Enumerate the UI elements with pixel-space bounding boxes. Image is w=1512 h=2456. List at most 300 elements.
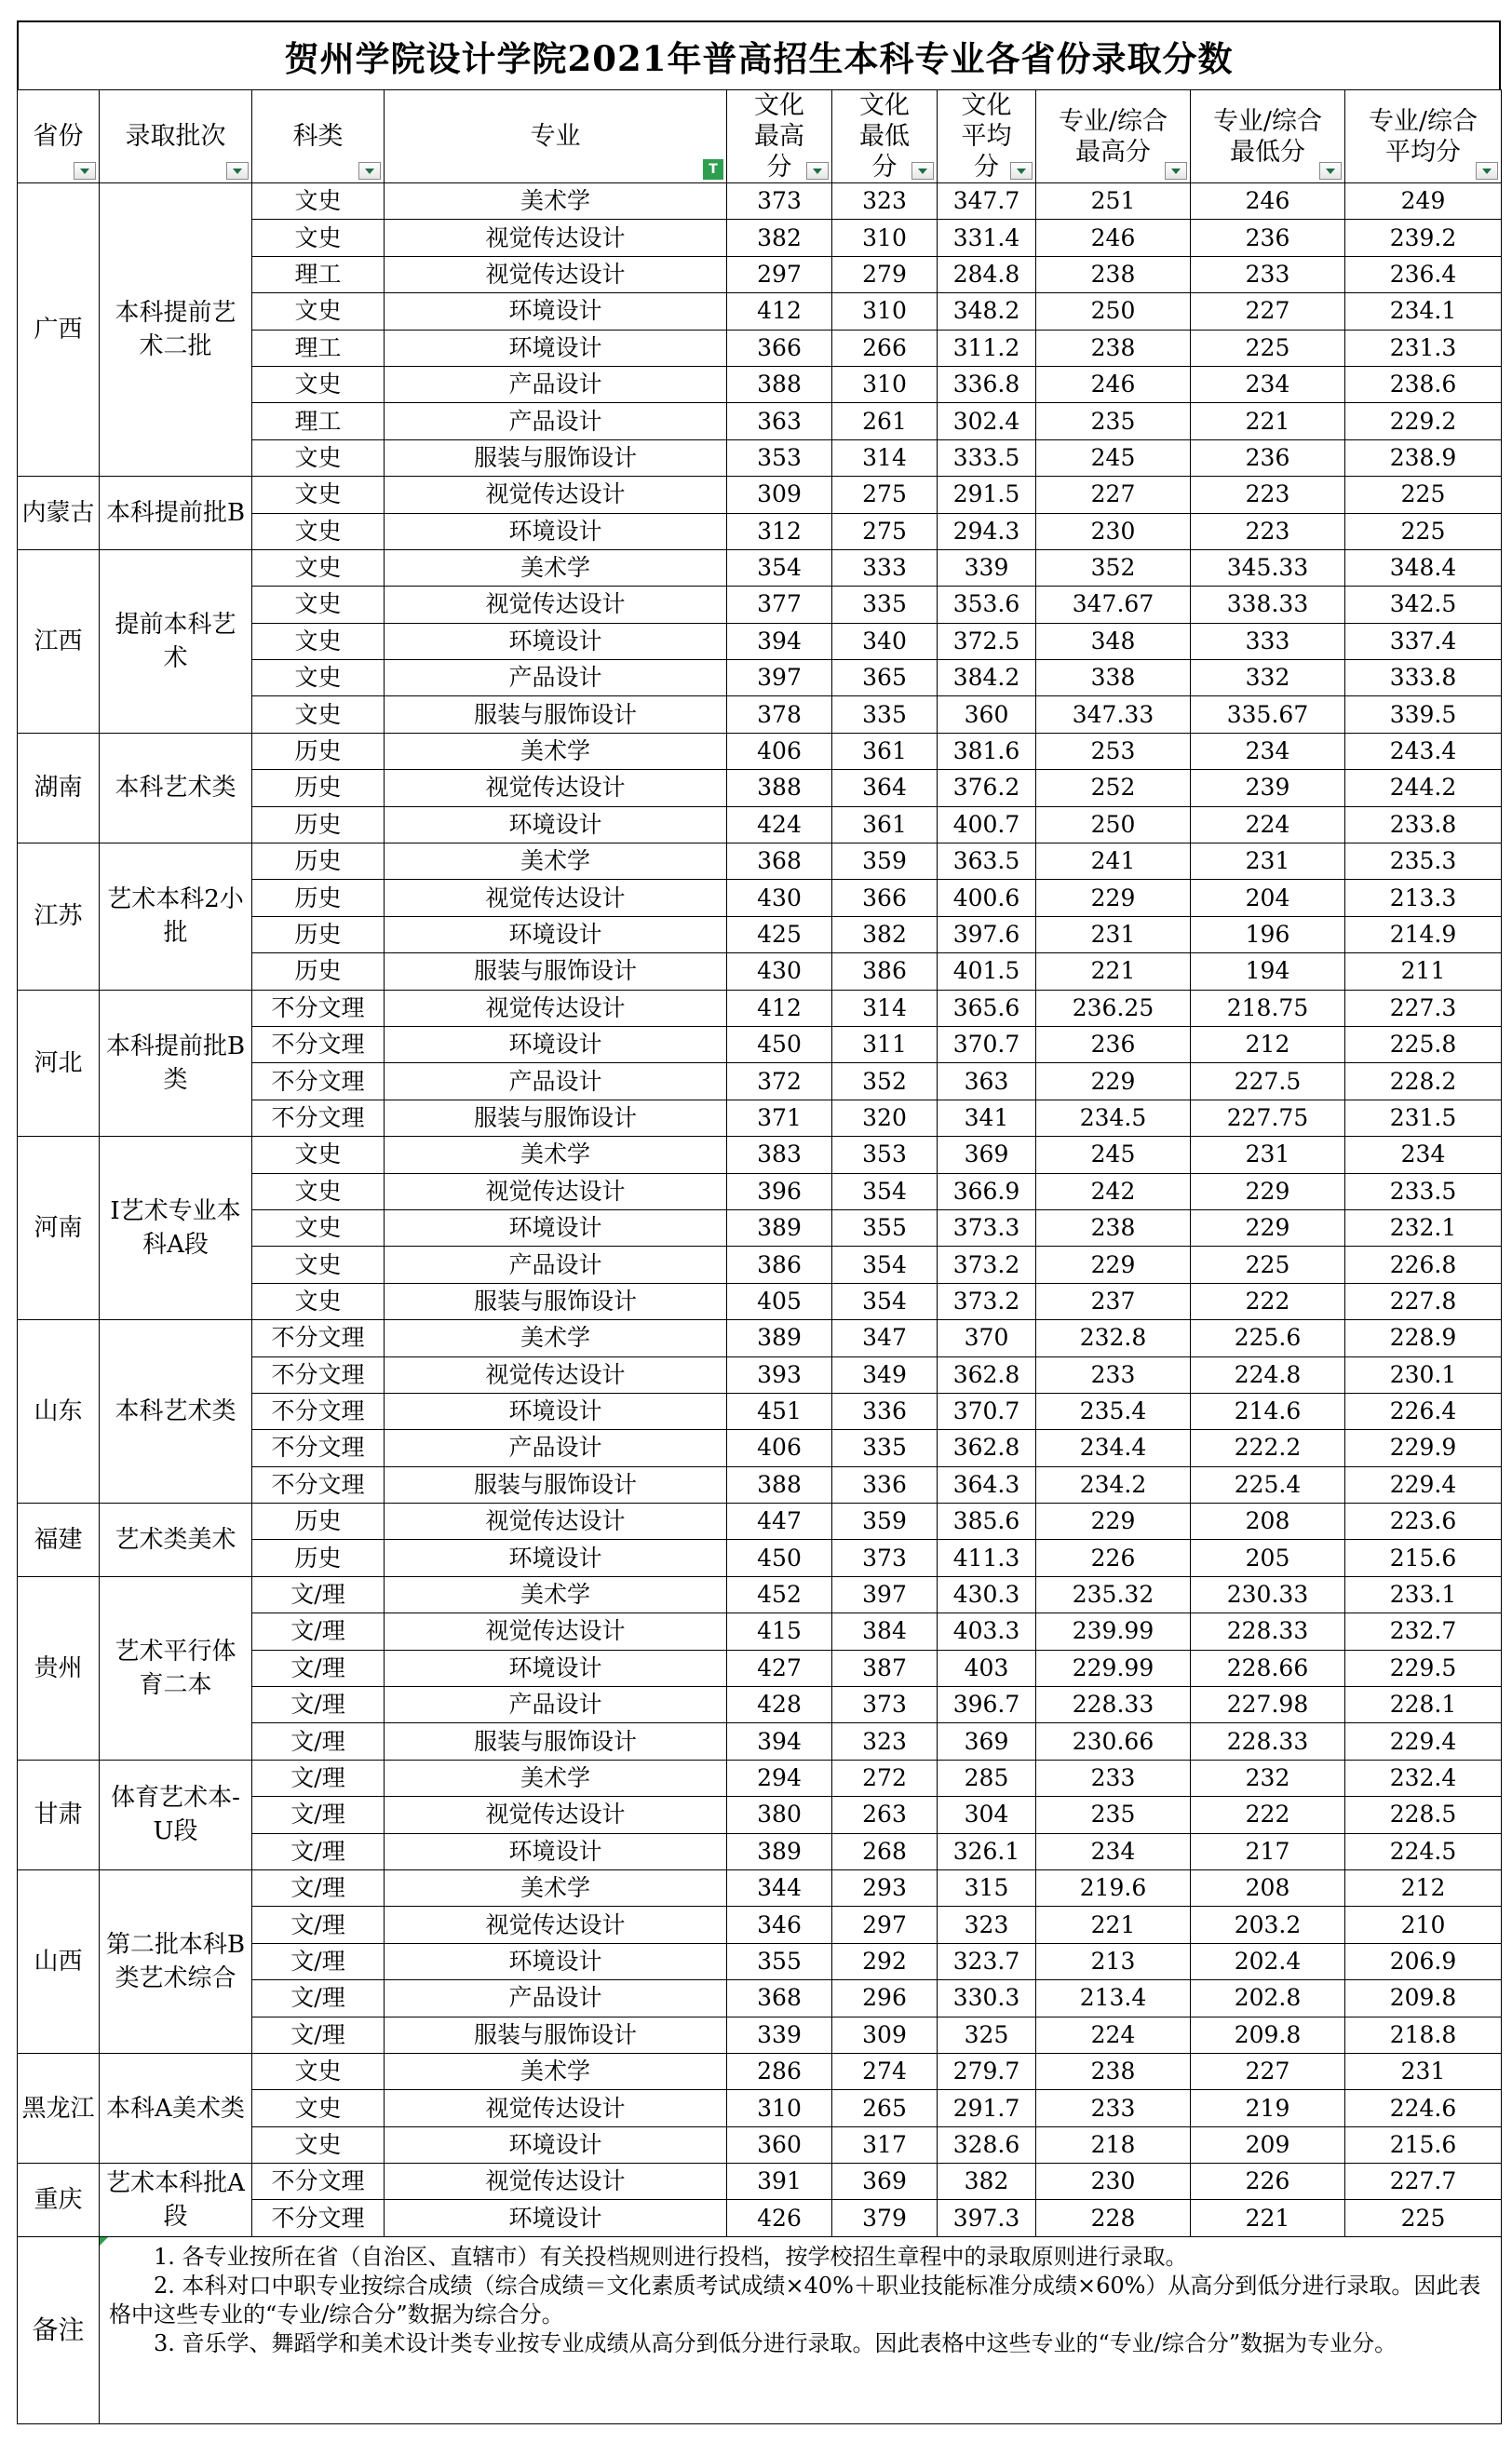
major-cell: 环境设计 [385,1943,727,1979]
note-line: 1. 各专业按所在省（自治区、直辖市）有关投档规则进行投档，按学校招生章程中的录取原则进行录取。 [154,2243,1188,2270]
culture-max-cell: 286 [727,2053,832,2089]
header-row [18,90,1502,183]
major-cell: 服装与服饰设计 [385,439,727,476]
culture-min-cell: 397 [832,1576,938,1613]
major-avg-cell: 232.7 [1345,1613,1502,1650]
major-min-cell: 212 [1191,1026,1345,1062]
category-cell: 文/理 [252,1797,385,1833]
category-cell: 文史 [252,1173,385,1209]
major-min-cell: 196 [1191,916,1345,952]
culture-min-cell: 275 [832,477,938,513]
culture-avg-cell: 372.5 [938,623,1036,659]
culture-max-cell: 363 [727,403,832,439]
major-max-cell: 235 [1036,403,1191,439]
major-min-cell: 209.8 [1191,2017,1345,2053]
major-min-cell: 333 [1191,623,1345,659]
major-max-cell: 221 [1036,953,1191,990]
filter-dropdown-icon[interactable] [1319,162,1342,180]
table-row [18,1320,1502,1356]
column-header [1036,90,1191,183]
culture-avg-cell: 339 [938,549,1036,586]
culture-avg-cell: 430.3 [938,1576,1036,1613]
category-cell: 不分文理 [252,2200,385,2236]
major-avg-cell: 234 [1345,1137,1502,1173]
major-cell: 环境设计 [385,806,727,843]
culture-avg-cell: 370 [938,1320,1036,1356]
major-cell: 服装与服饰设计 [385,953,727,990]
culture-avg-cell: 381.6 [938,733,1036,769]
culture-min-cell: 333 [832,549,938,586]
culture-avg-cell: 331.4 [938,220,1036,256]
major-avg-cell: 233.1 [1345,1576,1502,1613]
culture-max-cell: 394 [727,1723,832,1760]
major-max-cell: 234 [1036,1833,1191,1869]
major-avg-cell: 229.4 [1345,1466,1502,1503]
culture-avg-cell: 403 [938,1650,1036,1686]
culture-avg-cell: 302.4 [938,403,1036,439]
culture-min-cell: 297 [832,1907,938,1943]
column-header-label: 专业/综合平均分 [1368,106,1478,167]
culture-min-cell: 323 [832,183,938,220]
table-row [18,1504,1502,1540]
major-max-cell: 250 [1036,293,1191,330]
category-cell: 不分文理 [252,2164,385,2200]
note-line: 3. 音乐学、舞蹈学和美术设计类专业按专业成绩从高分到低分进行录取。因此表格中这些专业的“专业/综合分”数据为专业分。 [154,2329,1397,2356]
major-cell: 视觉传达设计 [385,1797,727,1833]
major-avg-cell: 215.6 [1345,1540,1502,1576]
major-min-cell: 338.33 [1191,587,1345,623]
major-max-cell: 219.6 [1036,1869,1191,1906]
culture-avg-cell: 373.3 [938,1209,1036,1246]
culture-min-cell: 352 [832,1063,938,1100]
column-header-label: 省份 [33,122,84,151]
major-max-cell: 221 [1036,1907,1191,1943]
major-avg-cell: 224.5 [1345,1833,1502,1869]
major-avg-cell: 333.8 [1345,660,1502,696]
culture-min-cell: 320 [832,1100,938,1136]
major-min-cell: 205 [1191,1540,1345,1576]
major-max-cell: 234.2 [1036,1466,1191,1503]
major-avg-cell: 233.8 [1345,806,1502,843]
province-cell: 黑龙江 [18,2053,100,2163]
batch-cell: 体育艺术本-U段 [100,1760,252,1869]
major-cell: 美术学 [385,183,727,220]
table-row [18,183,1502,220]
culture-max-cell: 426 [727,2200,832,2236]
major-cell: 环境设计 [385,2200,727,2236]
major-min-cell: 214.6 [1191,1393,1345,1429]
culture-avg-cell: 397.3 [938,2200,1036,2236]
major-max-cell: 239.99 [1036,1613,1191,1650]
major-min-cell: 224.8 [1191,1356,1345,1393]
major-avg-cell: 210 [1345,1907,1502,1943]
province-cell: 甘肃 [18,1760,100,1869]
major-cell: 视觉传达设计 [385,2164,727,2200]
major-max-cell: 236 [1036,1026,1191,1062]
category-cell: 不分文理 [252,1466,385,1503]
culture-avg-cell: 325 [938,2017,1036,2053]
culture-avg-cell: 304 [938,1797,1036,1833]
major-min-cell: 219 [1191,2090,1345,2126]
major-cell: 视觉传达设计 [385,1173,727,1209]
batch-cell: 艺术类美术 [100,1504,252,1577]
category-cell: 文/理 [252,1760,385,1796]
column-header [832,90,938,183]
batch-cell: 本科艺术类 [100,1320,252,1504]
culture-max-cell: 383 [727,1137,832,1173]
major-max-cell: 338 [1036,660,1191,696]
major-avg-cell: 225.8 [1345,1026,1502,1062]
category-cell: 历史 [252,1504,385,1540]
culture-min-cell: 359 [832,1504,938,1540]
note-line: 2. 本科对口中职专业按综合成绩（综合成绩＝文化素质考试成绩×40%＋职业技能标准分成绩×60%）从高分到低分进行录取。因此表格中这些专业的“专业/综合分”数据为综合分。 [109,2272,1481,2328]
major-max-cell: 348 [1036,623,1191,659]
major-min-cell: 224 [1191,806,1345,843]
culture-min-cell: 349 [832,1356,938,1393]
culture-avg-cell: 401.5 [938,953,1036,990]
category-cell: 文/理 [252,1943,385,1979]
major-min-cell: 225 [1191,1247,1345,1283]
culture-avg-cell: 400.6 [938,880,1036,916]
major-min-cell: 221 [1191,2200,1345,2236]
culture-avg-cell: 311.2 [938,330,1036,366]
major-avg-cell: 224.6 [1345,2090,1502,2126]
category-cell: 文史 [252,293,385,330]
major-max-cell: 245 [1036,1137,1191,1173]
culture-min-cell: 274 [832,2053,938,2089]
major-cell: 视觉传达设计 [385,220,727,256]
batch-cell: 艺术本科批A段 [100,2164,252,2237]
category-cell: 文史 [252,549,385,586]
category-cell: 不分文理 [252,1063,385,1100]
column-header-label: 专业/综合最低分 [1212,106,1323,167]
major-max-cell: 235 [1036,1797,1191,1833]
major-min-cell: 231 [1191,843,1345,880]
major-min-cell: 236 [1191,220,1345,256]
category-cell: 文/理 [252,1869,385,1906]
major-min-cell: 204 [1191,880,1345,916]
culture-avg-cell: 363.5 [938,843,1036,880]
table-body [18,183,1502,2424]
major-max-cell: 235.32 [1036,1576,1191,1613]
major-min-cell: 233 [1191,256,1345,292]
category-cell: 理工 [252,256,385,292]
culture-max-cell: 389 [727,1833,832,1869]
culture-avg-cell: 403.3 [938,1613,1036,1650]
major-avg-cell: 206.9 [1345,1943,1502,1979]
culture-avg-cell: 385.6 [938,1504,1036,1540]
culture-min-cell: 365 [832,660,938,696]
category-cell: 文史 [252,2090,385,2126]
category-cell: 文史 [252,696,385,733]
table-row [18,1869,1502,1906]
major-avg-cell: 227.3 [1345,990,1502,1026]
batch-cell: I艺术专业本科A段 [100,1137,252,1320]
table-row [18,2053,1502,2089]
major-cell: 视觉传达设计 [385,880,727,916]
notes-label: 备注 [18,2236,100,2423]
culture-max-cell: 452 [727,1576,832,1613]
major-min-cell: 208 [1191,1869,1345,1906]
major-max-cell: 233 [1036,2090,1191,2126]
culture-max-cell: 389 [727,1209,832,1246]
filter-dropdown-icon[interactable] [358,162,381,180]
culture-avg-cell: 370.7 [938,1393,1036,1429]
culture-min-cell: 359 [832,843,938,880]
major-min-cell: 226 [1191,2164,1345,2200]
filter-dropdown-icon[interactable] [1010,162,1033,180]
major-min-cell: 234 [1191,366,1345,402]
culture-min-cell: 379 [832,2200,938,2236]
column-header [18,90,100,183]
major-cell: 环境设计 [385,1833,727,1869]
major-min-cell: 236 [1191,439,1345,476]
culture-min-cell: 335 [832,1430,938,1466]
culture-avg-cell: 326.1 [938,1833,1036,1869]
major-avg-cell: 229.5 [1345,1650,1502,1686]
major-max-cell: 235.4 [1036,1393,1191,1429]
batch-cell: 本科A美术类 [100,2053,252,2163]
major-min-cell: 217 [1191,1833,1345,1869]
culture-max-cell: 354 [727,549,832,586]
culture-avg-cell: 353.6 [938,587,1036,623]
culture-max-cell: 412 [727,990,832,1026]
batch-cell: 本科提前批B [100,477,252,550]
filter-dropdown-icon[interactable] [1165,162,1187,180]
culture-avg-cell: 336.8 [938,366,1036,402]
culture-max-cell: 393 [727,1356,832,1393]
major-avg-cell: 239.2 [1345,220,1502,256]
culture-min-cell: 310 [832,220,938,256]
table-row [18,1576,1502,1613]
major-max-cell: 242 [1036,1173,1191,1209]
major-avg-cell: 342.5 [1345,587,1502,623]
culture-max-cell: 371 [727,1100,832,1136]
category-cell: 文/理 [252,1576,385,1613]
major-avg-cell: 236.4 [1345,256,1502,292]
category-cell: 文/理 [252,1687,385,1723]
culture-min-cell: 366 [832,880,938,916]
culture-avg-cell: 373.2 [938,1283,1036,1319]
culture-max-cell: 294 [727,1760,832,1796]
category-cell: 文史 [252,220,385,256]
major-cell: 产品设计 [385,1430,727,1466]
major-min-cell: 227.75 [1191,1100,1345,1136]
major-cell: 环境设计 [385,1650,727,1686]
major-avg-cell: 211 [1345,953,1502,990]
culture-max-cell: 339 [727,2017,832,2053]
culture-min-cell: 384 [832,1613,938,1650]
major-cell: 产品设计 [385,366,727,402]
major-max-cell: 238 [1036,2053,1191,2089]
major-max-cell: 233 [1036,1356,1191,1393]
major-avg-cell: 233.5 [1345,1173,1502,1209]
culture-min-cell: 268 [832,1833,938,1869]
major-min-cell: 225.6 [1191,1320,1345,1356]
culture-max-cell: 447 [727,1504,832,1540]
filter-dropdown-icon[interactable] [1476,162,1498,180]
table-title: 贺州学院设计学院2021年普高招生本科专业各省份录取分数 [17,20,1501,89]
major-avg-cell: 249 [1345,183,1502,220]
comment-indicator-icon [100,2237,108,2246]
category-cell: 文史 [252,2126,385,2163]
category-cell: 不分文理 [252,1320,385,1356]
major-avg-cell: 218.8 [1345,2017,1502,2053]
major-avg-cell: 229.4 [1345,1723,1502,1760]
category-cell: 文/理 [252,1723,385,1760]
culture-min-cell: 335 [832,587,938,623]
category-cell: 历史 [252,880,385,916]
major-cell: 服装与服饰设计 [385,1100,727,1136]
notes-content [100,2236,1502,2423]
batch-cell: 本科提前批B类 [100,990,252,1137]
category-cell: 文史 [252,183,385,220]
culture-max-cell: 389 [727,1320,832,1356]
major-cell: 环境设计 [385,1540,727,1576]
culture-avg-cell: 369 [938,1723,1036,1760]
major-avg-cell: 234.1 [1345,293,1502,330]
culture-max-cell: 394 [727,623,832,659]
culture-max-cell: 450 [727,1540,832,1576]
major-max-cell: 226 [1036,1540,1191,1576]
major-max-cell: 229 [1036,880,1191,916]
major-avg-cell: 232.1 [1345,1209,1502,1246]
culture-min-cell: 354 [832,1173,938,1209]
spreadsheet [17,20,1501,2424]
category-cell: 文史 [252,1283,385,1319]
column-header-label: 文化最低分 [859,91,910,182]
major-cell: 视觉传达设计 [385,2090,727,2126]
major-avg-cell: 226.4 [1345,1393,1502,1429]
province-cell: 江西 [18,549,100,733]
major-min-cell: 221 [1191,403,1345,439]
category-cell: 文史 [252,1247,385,1283]
filter-dropdown-icon[interactable] [911,162,934,180]
culture-max-cell: 372 [727,1063,832,1100]
culture-max-cell: 360 [727,2126,832,2163]
culture-min-cell: 336 [832,1393,938,1429]
culture-min-cell: 272 [832,1760,938,1796]
major-max-cell: 229 [1036,1504,1191,1540]
major-max-cell: 347.67 [1036,587,1191,623]
major-cell: 视觉传达设计 [385,990,727,1026]
major-max-cell: 230 [1036,2164,1191,2200]
major-min-cell: 228.33 [1191,1723,1345,1760]
culture-avg-cell: 363 [938,1063,1036,1100]
province-cell: 广西 [18,183,100,477]
culture-max-cell: 405 [727,1283,832,1319]
major-min-cell: 222.2 [1191,1430,1345,1466]
culture-avg-cell: 384.2 [938,660,1036,696]
major-min-cell: 228.66 [1191,1650,1345,1686]
major-min-cell: 222 [1191,1797,1345,1833]
culture-avg-cell: 284.8 [938,256,1036,292]
major-cell: 环境设计 [385,513,727,549]
culture-max-cell: 368 [727,1980,832,2017]
category-cell: 历史 [252,806,385,843]
major-min-cell: 227 [1191,2053,1345,2089]
province-cell: 山东 [18,1320,100,1504]
culture-min-cell: 310 [832,293,938,330]
category-cell: 不分文理 [252,1356,385,1393]
major-max-cell: 234.4 [1036,1430,1191,1466]
filter-dropdown-icon[interactable] [74,162,96,180]
culture-min-cell: 373 [832,1540,938,1576]
category-cell: 文史 [252,1209,385,1246]
culture-min-cell: 311 [832,1026,938,1062]
culture-min-cell: 361 [832,806,938,843]
major-min-cell: 246 [1191,183,1345,220]
major-max-cell: 250 [1036,806,1191,843]
major-avg-cell: 225 [1345,477,1502,513]
major-avg-cell: 230.1 [1345,1356,1502,1393]
culture-max-cell: 353 [727,439,832,476]
major-cell: 环境设计 [385,623,727,659]
major-max-cell: 245 [1036,439,1191,476]
province-cell: 福建 [18,1504,100,1577]
major-cell: 美术学 [385,1320,727,1356]
province-cell: 内蒙古 [18,477,100,550]
culture-min-cell: 261 [832,403,938,439]
culture-max-cell: 450 [727,1026,832,1062]
major-max-cell: 228.33 [1036,1687,1191,1723]
score-table [17,89,1502,2424]
major-max-cell: 231 [1036,916,1191,952]
culture-max-cell: 412 [727,293,832,330]
major-avg-cell: 227.8 [1345,1283,1502,1319]
culture-min-cell: 354 [832,1247,938,1283]
filter-active-icon[interactable]: T [703,159,723,180]
table-row [18,1137,1502,1173]
province-cell: 重庆 [18,2164,100,2237]
major-min-cell: 345.33 [1191,549,1345,586]
culture-min-cell: 296 [832,1980,938,2017]
culture-avg-cell: 382 [938,2164,1036,2200]
column-header-label: 科类 [292,122,344,151]
major-min-cell: 227.98 [1191,1687,1345,1723]
category-cell: 历史 [252,916,385,952]
category-cell: 不分文理 [252,1393,385,1429]
major-cell: 产品设计 [385,1247,727,1283]
table-row [18,843,1502,880]
major-max-cell: 229 [1036,1063,1191,1100]
column-header [385,90,727,183]
major-cell: 环境设计 [385,2126,727,2163]
major-max-cell: 238 [1036,1209,1191,1246]
category-cell: 文/理 [252,1613,385,1650]
culture-max-cell: 406 [727,733,832,769]
culture-min-cell: 309 [832,2017,938,2053]
culture-max-cell: 396 [727,1173,832,1209]
major-avg-cell: 228.9 [1345,1320,1502,1356]
table-header [18,90,1502,183]
major-avg-cell: 339.5 [1345,696,1502,733]
major-avg-cell: 213.3 [1345,880,1502,916]
major-min-cell: 218.75 [1191,990,1345,1026]
culture-avg-cell: 400.7 [938,806,1036,843]
culture-max-cell: 451 [727,1393,832,1429]
filter-dropdown-icon[interactable] [806,162,829,180]
major-max-cell: 234.5 [1036,1100,1191,1136]
category-cell: 历史 [252,1540,385,1576]
major-max-cell: 246 [1036,220,1191,256]
major-min-cell: 203.2 [1191,1907,1345,1943]
filter-dropdown-icon[interactable] [226,162,249,180]
province-cell: 山西 [18,1869,100,2053]
major-max-cell: 237 [1036,1283,1191,1319]
culture-avg-cell: 362.8 [938,1356,1036,1393]
culture-min-cell: 323 [832,1723,938,1760]
